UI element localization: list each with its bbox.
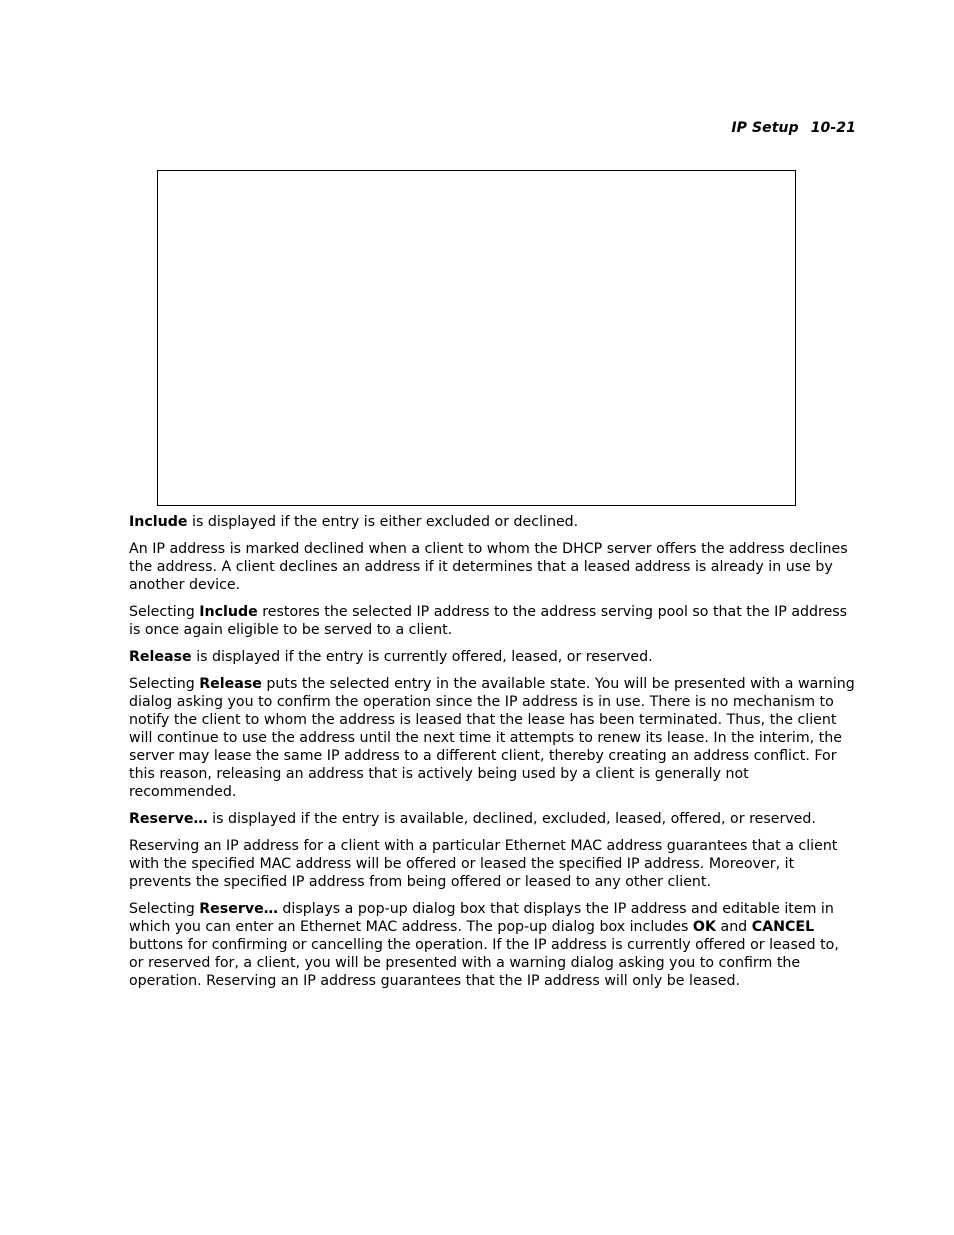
paragraph-reserve-description [129, 810, 855, 828]
term-reserve: Reserve… [199, 901, 278, 917]
paragraph-prefix: Selecting [129, 604, 200, 620]
paragraph-selecting-reserve [129, 900, 855, 990]
paragraph-text: restores the selected IP address to the address serving pool so that the IP address is once again eligible to be served to a client. [129, 604, 848, 638]
paragraph-release-description [129, 648, 855, 666]
running-header [731, 120, 856, 136]
paragraph-text: and [715, 919, 752, 935]
page-number: 10-21 [810, 120, 856, 136]
paragraph-prefix: Selecting [129, 676, 200, 692]
paragraph-text: buttons for confirming or cancelling the operation. If the IP address is currently offered or leased to, or reserved for, a client, you will be presented with a warning dialog asking you to confirm the operation. Reserving an IP address guarantees that the IP address will only be leased. [129, 937, 839, 989]
paragraph-declined-explanation [129, 540, 855, 594]
term-include: Include [199, 604, 258, 620]
paragraph-text: displays a pop-up dialog box that displays the IP address and editable item in which you can enter an Ethernet MAC address. The pop-up dialog box includes [129, 901, 834, 935]
paragraph-text: Reserving an IP address for a client with a particular Ethernet MAC address guarantees that a client with the specified MAC address will be offered or leased the specified IP address. Moreover, it prevents the specified IP address from being offered or leased to any other client. [129, 838, 838, 890]
paragraph-reserving-explanation [129, 837, 855, 891]
figure-placeholder [157, 170, 796, 506]
term-reserve: Reserve… [129, 811, 208, 827]
paragraph-text: is displayed if the entry is currently offered, leased, or reserved. [191, 649, 653, 665]
section-title: IP Setup [731, 120, 799, 136]
paragraph-include-description [129, 513, 855, 531]
paragraph-text: is displayed if the entry is either excluded or declined. [187, 514, 579, 530]
paragraph-text: puts the selected entry in the available state. You will be presented with a warning dialog asking you to confirm the operation since the IP address is in use. There is no mechanism to notify the client to whom the address is leased that the lease has been terminated. Thus, the client will continue to use the address until the next time it attempts to renew its lease. In the interim, the server may lease the same IP address to a different client, thereby creating an address conflict. For this reason, releasing an address that is actively being used by a client is generally not recommended. [129, 676, 855, 800]
term-cancel: CANCEL [751, 919, 815, 935]
body-text [129, 513, 855, 999]
paragraph-selecting-release [129, 675, 855, 801]
paragraph-prefix: Selecting [129, 901, 200, 917]
paragraph-text: An IP address is marked declined when a client to whom the DHCP server offers the address declines the address. A client declines an address if it determines that a leased address is already in use by another device. [129, 541, 848, 593]
paragraph-selecting-include [129, 603, 855, 639]
term-ok: OK [692, 919, 716, 935]
term-include: Include [129, 514, 188, 530]
term-release: Release [199, 676, 262, 692]
term-release: Release [129, 649, 192, 665]
paragraph-text: is displayed if the entry is available, declined, excluded, leased, offered, or reserved. [207, 811, 816, 827]
